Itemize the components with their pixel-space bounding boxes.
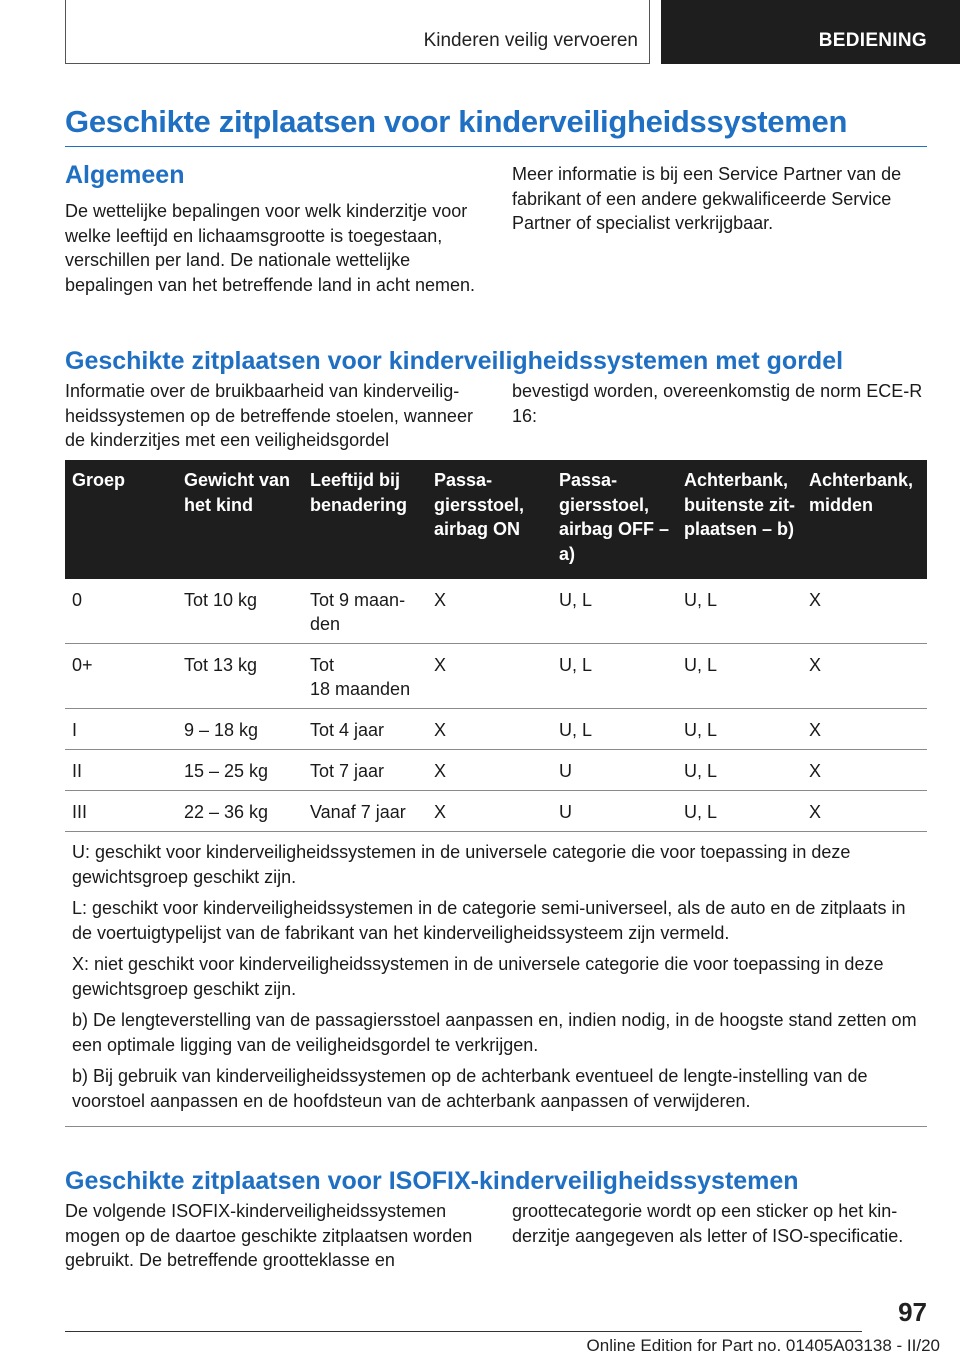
table-cell: X: [802, 644, 927, 709]
table-row: [65, 750, 927, 791]
isofix-text-left: De volgende ISOFIX-kinderveiligheidssystemen mogen op de daartoe geschikte zitplaatsen worden gebruikt. De betreffende grootteklasse en: [65, 1201, 473, 1270]
table-cell: X: [427, 579, 552, 644]
heading-isofix: Geschikte zitplaatsen voor ISOFIX-kinderveiligheidssystemen: [65, 1167, 799, 1195]
table-header-row: [65, 460, 927, 579]
table-notes-row: [65, 832, 927, 1127]
table-cell: Tot 4 jaar: [303, 709, 427, 750]
column-header: Gewicht van het kind: [184, 470, 291, 515]
table-cell: X: [802, 709, 927, 750]
page-title: Geschikte zitplaatsen voor kinderveiligheidssystemen: [65, 104, 848, 139]
column-header: Achterbank, midden: [809, 470, 914, 515]
table-cell: X: [802, 791, 927, 832]
table-cell: U, L: [677, 709, 802, 750]
table-cell: Vanaf 7 jaar: [303, 791, 427, 832]
title-divider: [65, 146, 927, 147]
table-notes: [65, 832, 927, 1127]
table-cell: X: [427, 750, 552, 791]
header-section-title: Kinderen veilig vervoeren: [423, 30, 638, 51]
table-cell: Tot 10 kg: [177, 579, 303, 644]
column-header: Passagiersstoel, airbag ON: [434, 470, 525, 539]
algemeen-text-right: Meer informatie is bij een Service Partner van de fabrikant of een andere gekwalificeerde Service Partner of specialist verkrijgbaar.: [512, 164, 902, 233]
table-cell: U, L: [677, 579, 802, 644]
algemeen-text-left: De wettelijke bepalingen voor welk kinderzitje voor welke leeftijd en lichaamsgrootte is toegestaan, verschillen per land. De nationale wettelijke bepalingen van het betreffende land in acht nemen.: [65, 201, 475, 295]
table-cell: Tot 13 kg: [177, 644, 303, 709]
footer-divider: [65, 1331, 862, 1332]
table-cell: 0+: [65, 644, 177, 709]
gordel-text-right: bevestigd worden, overeenkomstig de norm ECE-R 16:: [512, 381, 923, 426]
table-cell: Tot 9 maanden: [303, 579, 427, 644]
column-header: Passagiersstoel, airbag OFF – a): [559, 470, 670, 564]
table-cell: Tot 18 maanden: [303, 644, 427, 709]
isofix-text-right: groottecategorie wordt op een sticker op het kinderzitje aangegeven als letter of ISO-specificatie.: [512, 1201, 904, 1246]
table-cell: X: [802, 750, 927, 791]
column-header: Groep: [72, 470, 126, 490]
table-row: [65, 579, 927, 644]
table-cell: U: [552, 791, 677, 832]
table-note: b) De lengteverstelling van de passagiersstoel aanpassen en, indien nodig, in de hoogste stand zetten om een optimale ligging van de veiligheidsgordel te verkrijgen.: [72, 1010, 917, 1055]
table-cell: I: [65, 709, 177, 750]
table-cell: 9 – 18 kg: [177, 709, 303, 750]
table-cell: U, L: [677, 791, 802, 832]
column-header: Achterbank, buitenste zitplaatsen – b): [684, 470, 796, 539]
table-cell: II: [65, 750, 177, 791]
page-number: 97: [898, 1297, 927, 1327]
seating-table: [65, 460, 927, 1127]
table-cell: X: [427, 709, 552, 750]
table-row: [65, 644, 927, 709]
heading-algemeen: Algemeen: [65, 161, 185, 189]
table-cell: X: [427, 791, 552, 832]
table-cell: Tot 7 jaar: [303, 750, 427, 791]
table-cell: U, L: [552, 709, 677, 750]
table-cell: 15 – 25 kg: [177, 750, 303, 791]
table-cell: U: [552, 750, 677, 791]
heading-gordel: Geschikte zitplaatsen voor kinderveiligheidssystemen met gordel: [65, 347, 844, 375]
gordel-text-left: Informatie over de bruikbaarheid van kinderveiligheidssystemen op de betreffende stoelen, wanneer de kinderzitjes met een veiligheidsgordel: [65, 381, 473, 450]
table-cell: X: [427, 644, 552, 709]
table-note: L: geschikt voor kinderveiligheidssystemen in de categorie semi-universeel, als de auto en de zitplaats in de voertuigtypelijst van de fabrikant van het kinderveiligheidssysteem zijn vermeld.: [72, 898, 906, 943]
table-cell: X: [802, 579, 927, 644]
table-row: [65, 709, 927, 750]
table-note: b) Bij gebruik van kinderveiligheidssystemen op de achterbank eventueel de lengte-instelling van de voorstoel aanpassen en de hoofdsteun van de achterbank aanpassen of verwijderen.: [72, 1066, 868, 1111]
column-header: Leeftijd bij benadering: [310, 470, 408, 515]
footer-edition: Online Edition for Part no. 01405A03138 - II/20: [586, 1336, 940, 1355]
table-cell: U, L: [552, 579, 677, 644]
table-cell: U, L: [677, 750, 802, 791]
table-cell: U, L: [552, 644, 677, 709]
table-row: [65, 791, 927, 832]
table-note: X: niet geschikt voor kinderveiligheidssystemen in de universele categorie die voor toepassing in deze gewichtsgroep geschikt zijn.: [72, 954, 884, 999]
header-chapter-tab: BEDIENING: [661, 0, 960, 64]
table-note: U: geschikt voor kinderveiligheidssystemen in de universele categorie die voor toepassing in deze gewichtsgroep geschikt zijn.: [72, 842, 851, 887]
table-cell: III: [65, 791, 177, 832]
table-cell: U, L: [677, 644, 802, 709]
table-cell: 0: [65, 579, 177, 644]
table-cell: 22 – 36 kg: [177, 791, 303, 832]
